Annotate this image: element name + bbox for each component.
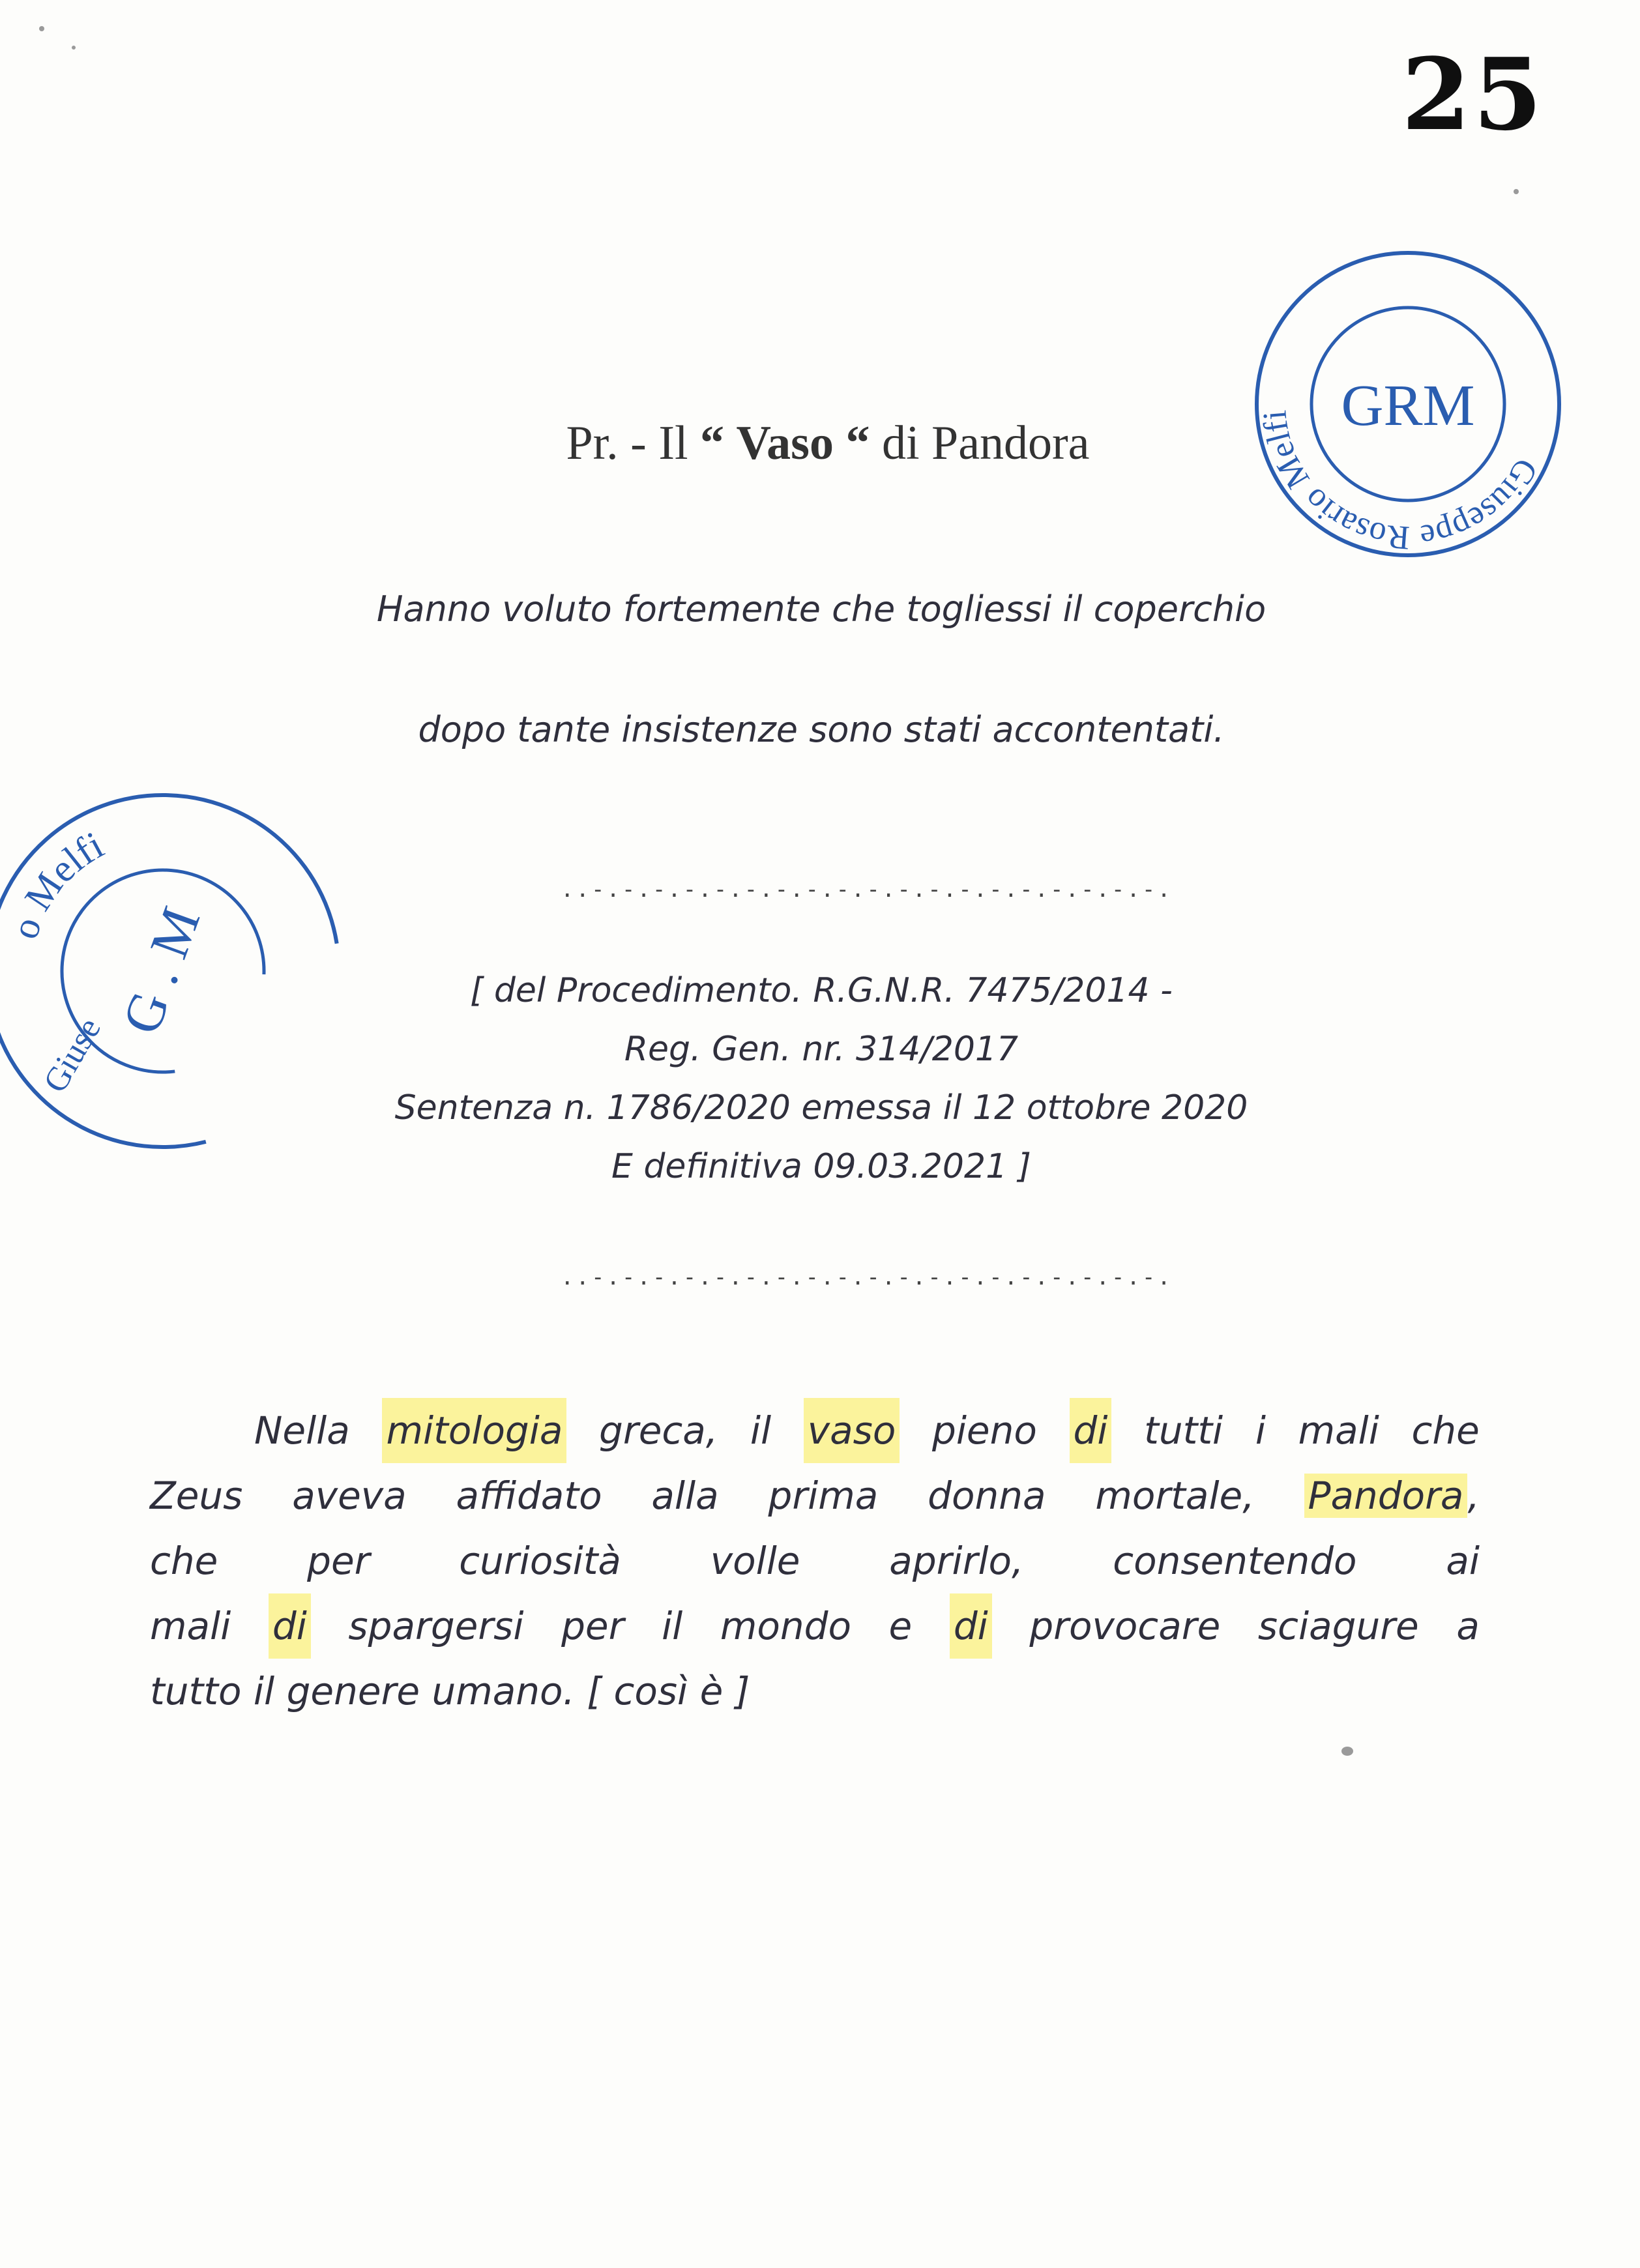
highlighted-word: Pandora: [1304, 1474, 1468, 1518]
stamp-ring-text: Giuseppe Rosario Melfi: [1256, 409, 1545, 557]
body-line-5: tutto il genere umano. [ così è ]: [150, 1669, 750, 1713]
title-prefix: Pr. - Il: [566, 416, 701, 470]
title-suffix: di Pandora: [870, 416, 1090, 470]
highlighted-word: di: [269, 1593, 311, 1659]
intro-line-2: dopo tante insistenze sono stati accontentati.: [418, 709, 1225, 750]
body-line-1: [150, 1398, 1480, 1463]
title-open-quote: “: [700, 416, 725, 470]
body-line-3: [150, 1528, 1480, 1593]
scan-speck: [39, 26, 44, 31]
stamp2-side-text: Giuse: [37, 1011, 109, 1099]
intro-line-1: Hanno voluto fortemente che togliessi il coperchio: [376, 589, 1267, 630]
word: tutti: [1144, 1408, 1223, 1453]
word: per: [561, 1604, 624, 1648]
reference-line-1: [ del Procedimento. R.G.N.R. 7475/2014 -: [470, 971, 1173, 1010]
word: greca,: [599, 1408, 718, 1453]
word: affidato: [456, 1474, 602, 1518]
title-close-quote: “: [845, 416, 870, 470]
word: che: [1411, 1408, 1480, 1453]
word: e: [888, 1604, 913, 1648]
word: Nella: [254, 1408, 350, 1453]
separator-bottom: ..-.-.-.-.-.-.-.-.-.-.-.-.-.-.-.-.-.-.-.: [561, 1264, 1173, 1290]
separator-top: ..-.-.-.-.-.-.-.-.-.-.-.-.-.-.-.-.-.-.-.: [561, 877, 1173, 903]
page-number: 25: [1401, 36, 1545, 153]
word: provocare: [1029, 1604, 1221, 1648]
word: i: [1255, 1408, 1266, 1453]
word: mortale,: [1095, 1474, 1255, 1518]
stamp2-ring-text: o Melfi: [3, 822, 111, 944]
word: il: [750, 1408, 772, 1453]
reference-line-3: Sentenza n. 1786/2020 emessa il 12 ottobre 2020: [394, 1088, 1248, 1127]
word: Zeus: [150, 1474, 243, 1518]
word: sciagure: [1257, 1604, 1419, 1648]
word: aveva: [292, 1474, 407, 1518]
word: alla: [651, 1474, 719, 1518]
reference-line-4: E definitiva 09.03.2021 ]: [611, 1147, 1031, 1186]
document-title: [391, 404, 1265, 482]
signature-stamp-grm: [1245, 241, 1571, 567]
body-line-2: [150, 1463, 1480, 1528]
word: curiosità: [459, 1539, 621, 1583]
highlighted-word-group: [1304, 1463, 1480, 1528]
word: volle: [710, 1539, 800, 1583]
highlighted-word: vaso: [804, 1398, 900, 1463]
word: che: [150, 1539, 218, 1583]
word: per: [307, 1539, 370, 1583]
word: mali: [150, 1604, 231, 1648]
word: a: [1456, 1604, 1480, 1648]
highlighted-word: mitologia: [382, 1398, 566, 1463]
word: spargersi: [348, 1604, 524, 1648]
scan-speck: [72, 46, 76, 50]
word: mali: [1298, 1408, 1379, 1453]
body-paragraph: [150, 1398, 1480, 1724]
highlighted-word: di: [950, 1593, 992, 1659]
comma: ,: [1467, 1474, 1480, 1518]
stamp2-monogram: G . M: [111, 899, 212, 1042]
word: donna: [928, 1474, 1046, 1518]
word: mondo: [720, 1604, 851, 1648]
scan-speck: [1514, 189, 1519, 194]
reference-line-2: Reg. Gen. nr. 314/2017: [624, 1030, 1019, 1069]
word: aprirlo,: [889, 1539, 1024, 1583]
word: consentendo: [1113, 1539, 1357, 1583]
stamp-monogram: GRM: [1341, 373, 1475, 438]
body-line-4: [150, 1593, 1480, 1659]
word: pieno: [932, 1408, 1037, 1453]
svg-text:o Melfi: [0, 822, 131, 958]
title-keyword: Vaso: [736, 416, 834, 470]
word: il: [662, 1604, 683, 1648]
scan-speck: [1341, 1747, 1353, 1756]
word: prima: [768, 1474, 879, 1518]
word: ai: [1446, 1539, 1480, 1583]
highlighted-word: di: [1070, 1398, 1112, 1463]
